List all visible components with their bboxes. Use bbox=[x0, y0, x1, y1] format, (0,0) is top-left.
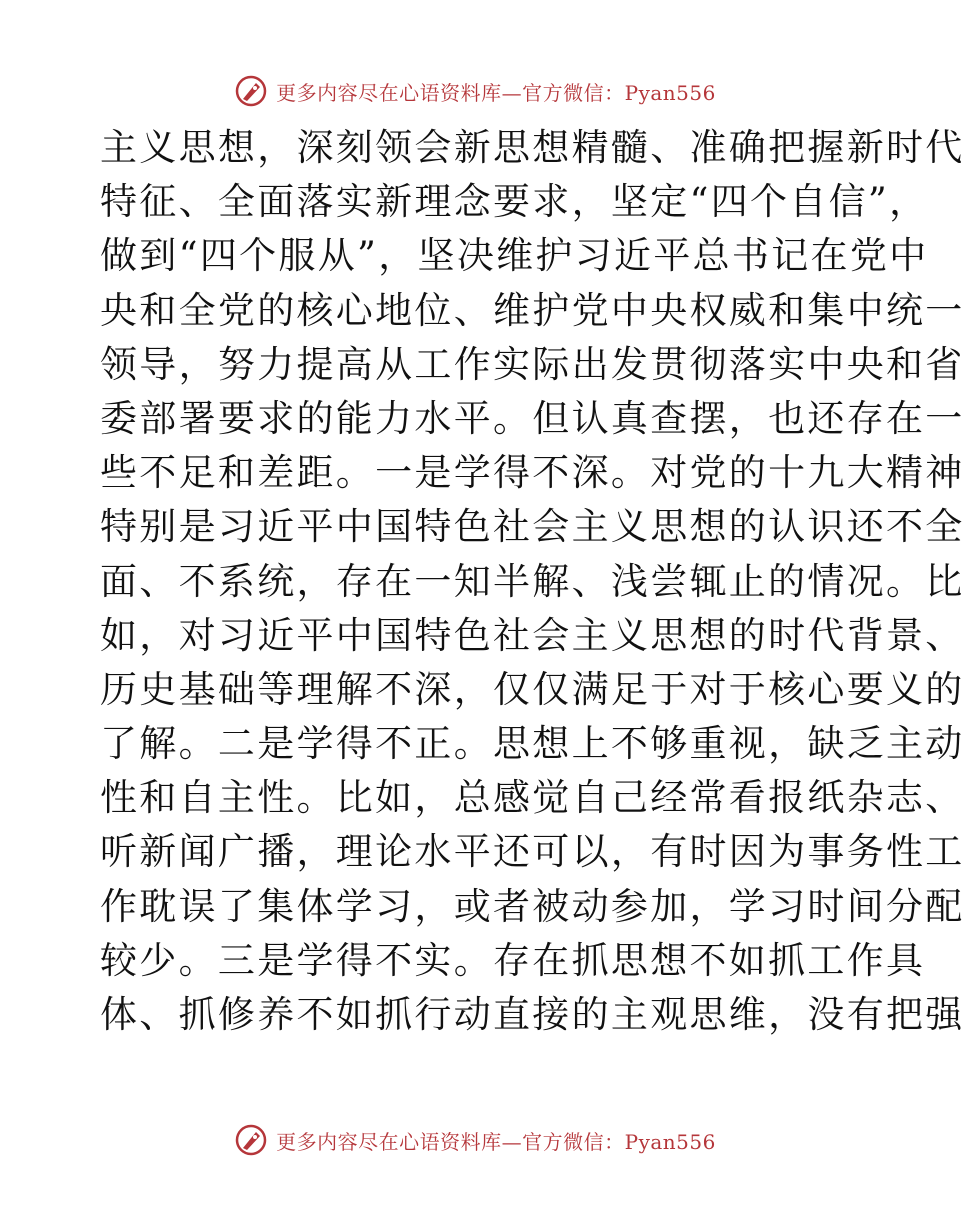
text-line: 特征、全面落实新理念要求，坚定“四个自信”， bbox=[100, 180, 929, 224]
text-line: 主义思想，深刻领会新思想精髓、准确把握新时代 bbox=[100, 126, 965, 169]
text-line: 听新闻广播，理论水平还可以，有时因为事务性工 bbox=[100, 830, 965, 874]
watermark-text: 更多内容尽在心语资料库—官方微信：Pyan556 bbox=[276, 80, 716, 105]
text-line: 特别是习近平中国特色社会主义思想的认识还不全 bbox=[100, 505, 965, 549]
text-line: 些不足和差距。一是学得不深。对党的十九大精神 bbox=[100, 451, 965, 495]
footer-watermark bbox=[0, 1120, 950, 1160]
text-line: 如，对习近平中国特色社会主义思想的时代背景、 bbox=[100, 613, 965, 657]
pen-nib-logo-icon bbox=[234, 1123, 268, 1157]
text-line: 央和全党的核心地位、维护党中央权威和集中统一 bbox=[100, 288, 965, 332]
text-line: 体、抓修养不如抓行动直接的主观思维，没有把强 bbox=[100, 993, 965, 1036]
text-line: 面、不系统，存在一知半解、浅尝辄止的情况。比 bbox=[100, 559, 965, 603]
document-body bbox=[100, 121, 965, 1042]
pen-nib-logo-icon bbox=[234, 74, 268, 108]
text-line: 较少。三是学得不实。存在抓思想不如抓工作具 bbox=[100, 938, 926, 982]
text-line: 性和自主性。比如，总感觉自己经常看报纸杂志、 bbox=[100, 776, 965, 820]
text-line: 作耽误了集体学习，或者被动参加，学习时间分配 bbox=[100, 884, 965, 928]
text-line: 领导，努力提高从工作实际出发贯彻落实中央和省 bbox=[100, 342, 965, 386]
header-watermark bbox=[0, 71, 950, 111]
watermark-text: 更多内容尽在心语资料库—官方微信：Pyan556 bbox=[276, 1129, 716, 1154]
text-line: 历史基础等理解不深，仅仅满足于对于核心要义的 bbox=[100, 667, 965, 711]
text-line: 做到“四个服从”，坚决维护习近平总书记在党中 bbox=[100, 234, 929, 278]
text-line: 了解。二是学得不正。思想上不够重视，缺乏主动 bbox=[100, 722, 965, 766]
text-line: 委部署要求的能力水平。但认真查摆，也还存在一 bbox=[100, 396, 965, 440]
